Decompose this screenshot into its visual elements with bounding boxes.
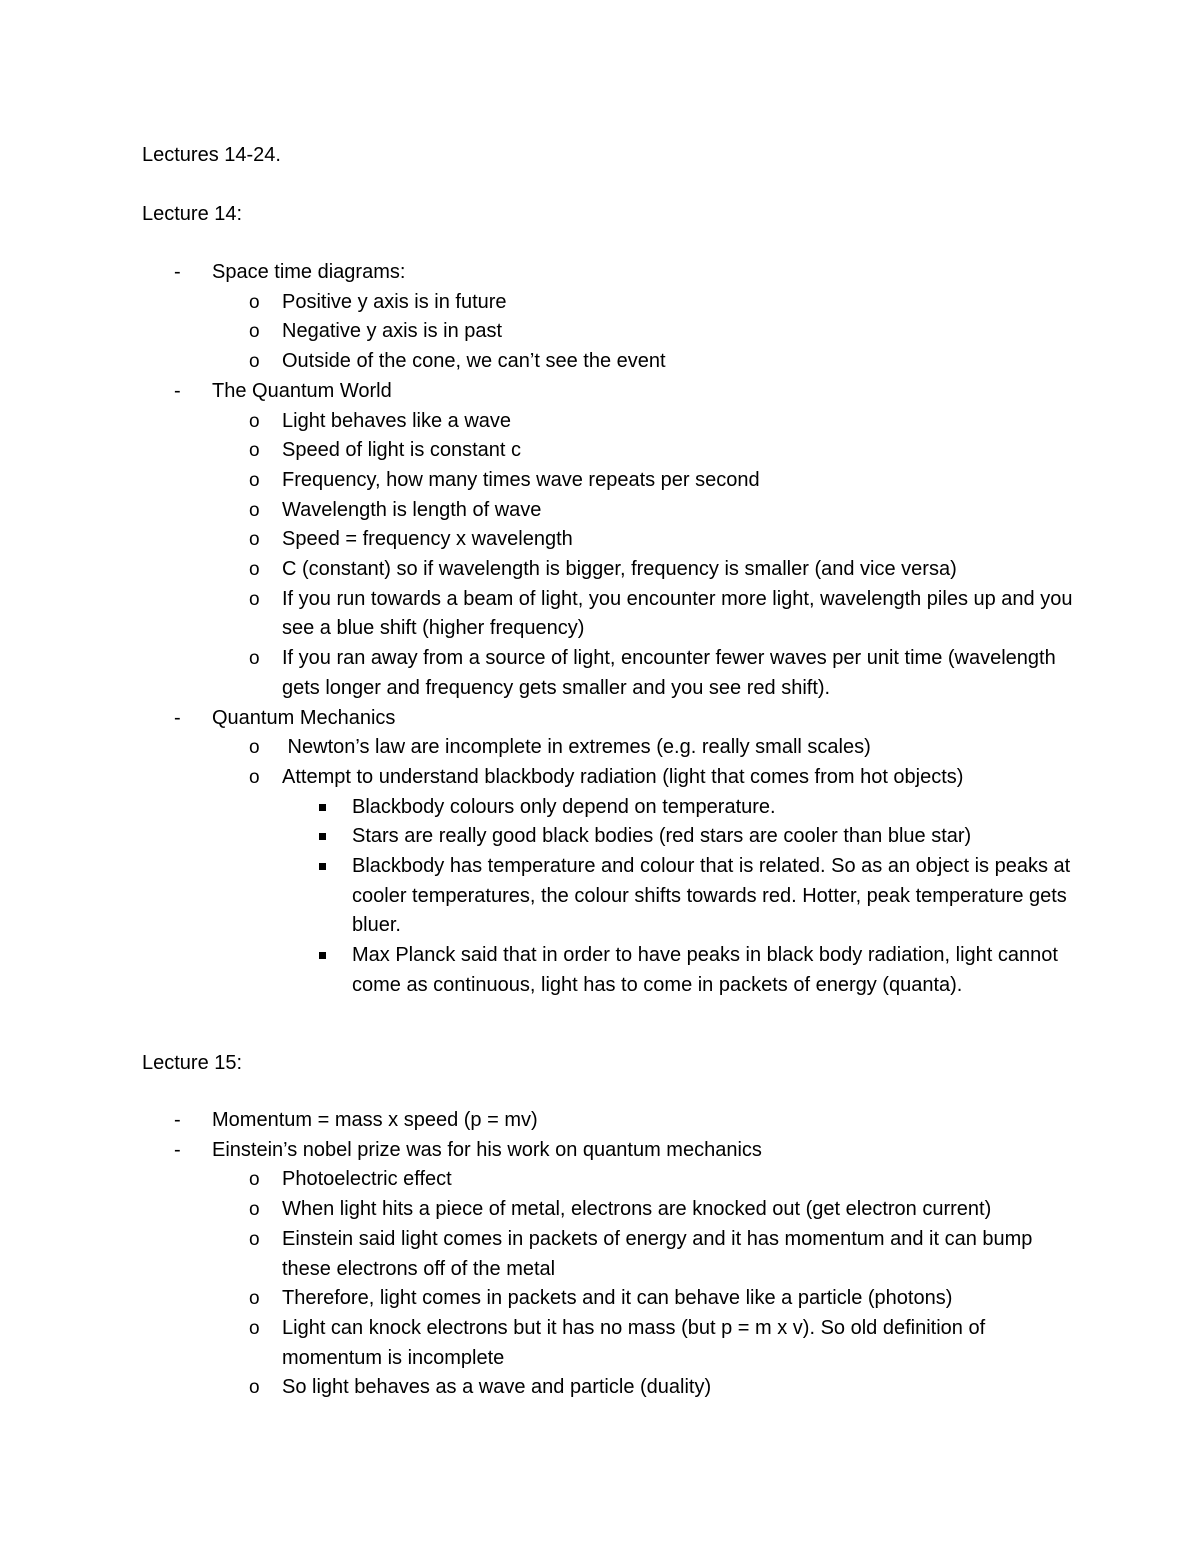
circle-bullet: o [249,529,260,551]
circle-bullet: o [249,1228,260,1250]
list-item: o Wavelength is length of wave [212,496,1082,526]
circle-bullet: o [249,351,260,373]
list-item: o Speed of light is constant c [212,436,1082,466]
square-bullet [319,804,326,811]
lecture-15-list [0,1106,1200,1403]
sub-list [212,733,1200,1000]
circle-bullet: o [249,1377,260,1399]
item-text: The Quantum World [212,379,392,402]
circle-bullet: o [249,291,260,313]
circle-bullet: o [249,410,260,432]
list-item [0,258,1200,377]
sub-list [212,1165,1200,1403]
circle-bullet: o [249,559,260,581]
list-item: Blackbody colours only depend on temperature. [282,793,1077,823]
list-item [0,1136,1200,1403]
circle-bullet: o [249,766,260,788]
lecture-14-list [0,258,1200,1001]
list-item: o Frequency, how many times wave repeats per second [212,466,1082,496]
list-item [0,1106,1200,1136]
list-item: o Photoelectric effect [212,1165,1082,1195]
dash-bullet: - [174,379,181,402]
list-item: o Light behaves like a wave [212,407,1082,437]
circle-bullet: o [249,499,260,521]
list-item: o Outside of the cone, we can’t see the event [212,347,1082,377]
circle-bullet: o [249,321,260,343]
list-item: o Newton’s law are incomplete in extremes (e.g. really small scales) [212,733,1082,763]
circle-bullet: o [249,440,260,462]
circle-bullet: o [249,469,260,491]
item-text: Einstein’s nobel prize was for his work on quantum mechanics [212,1138,762,1161]
list-item: o If you run towards a beam of light, you encounter more light, wavelength piles up and you see a blue shift (higher frequency) [212,585,1082,644]
list-item: o Attempt to understand blackbody radiation (light that comes from hot objects) Blackbody colours only depend on temperature. Stars are really good black bodies (red stars are cooler than blue star) Blackbody has temperature and colour that is related. So as an object is peaks at cooler temperatures, the colour shifts towards red. Hotter, peak temperature gets bluer. Max Planck said that in order to have peaks in black body radiation, light cannot come as continuous, light has to come in packets of energy (quanta). [212,763,1082,1001]
dash-bullet: - [174,1138,181,1161]
circle-bullet: o [249,648,260,670]
circle-bullet: o [249,1199,260,1221]
list-item: Stars are really good black bodies (red stars are cooler than blue star) [282,822,1077,852]
sub-list [212,407,1200,704]
item-text: Quantum Mechanics [212,706,396,729]
square-bullet [319,863,326,870]
list-item: o So light behaves as a wave and particle (duality) [212,1373,1082,1403]
circle-bullet: o [249,588,260,610]
list-item: o Therefore, light comes in packets and it can behave like a particle (photons) [212,1284,1082,1314]
list-item: o Positive y axis is in future [212,288,1082,318]
square-bullet [319,952,326,959]
list-item [0,377,1200,704]
circle-bullet: o [249,737,260,759]
list-item: o Einstein said light comes in packets of energy and it has momentum and it can bump these electrons off of the metal [212,1225,1082,1284]
list-item [0,704,1200,1001]
list-item: o Negative y axis is in past [212,317,1082,347]
sub-list [212,288,1200,377]
circle-bullet: o [249,1169,260,1191]
item-text: Momentum = mass x speed (p = mv) [212,1109,538,1131]
circle-bullet: o [249,1288,260,1310]
dash-bullet: - [174,1109,181,1131]
square-bullet [319,833,326,840]
list-item: o Light can knock electrons but it has no mass (but p = m x v). So old definition of momentum is incomplete [212,1314,1082,1373]
list-item: Blackbody has temperature and colour that is related. So as an object is peaks at cooler temperatures, the colour shifts towards red. Hotter, peak temperature gets bluer. [282,852,1077,941]
item-text: Space time diagrams: [212,261,406,283]
dash-bullet: - [174,261,181,283]
lecture-14-heading: Lecture 14: [142,203,243,225]
dash-bullet: - [174,706,181,729]
list-item: o Speed = frequency x wavelength [212,525,1082,555]
sub-sub-list [282,793,1082,1001]
lecture-15-heading: Lecture 15: [142,1052,243,1074]
list-item: o When light hits a piece of metal, electrons are knocked out (get electron current) [212,1195,1082,1225]
circle-bullet: o [249,1317,260,1339]
list-item: o If you ran away from a source of light, encounter fewer waves per unit time (wavelength gets longer and frequency gets smaller and you see red shift). [212,644,1082,703]
document-title: Lectures 14-24. [142,144,281,166]
list-item: Max Planck said that in order to have peaks in black body radiation, light cannot come as continuous, light has to come in packets of energy (quanta). [282,941,1077,1000]
list-item: o C (constant) so if wavelength is bigger, frequency is smaller (and vice versa) [212,555,1082,585]
